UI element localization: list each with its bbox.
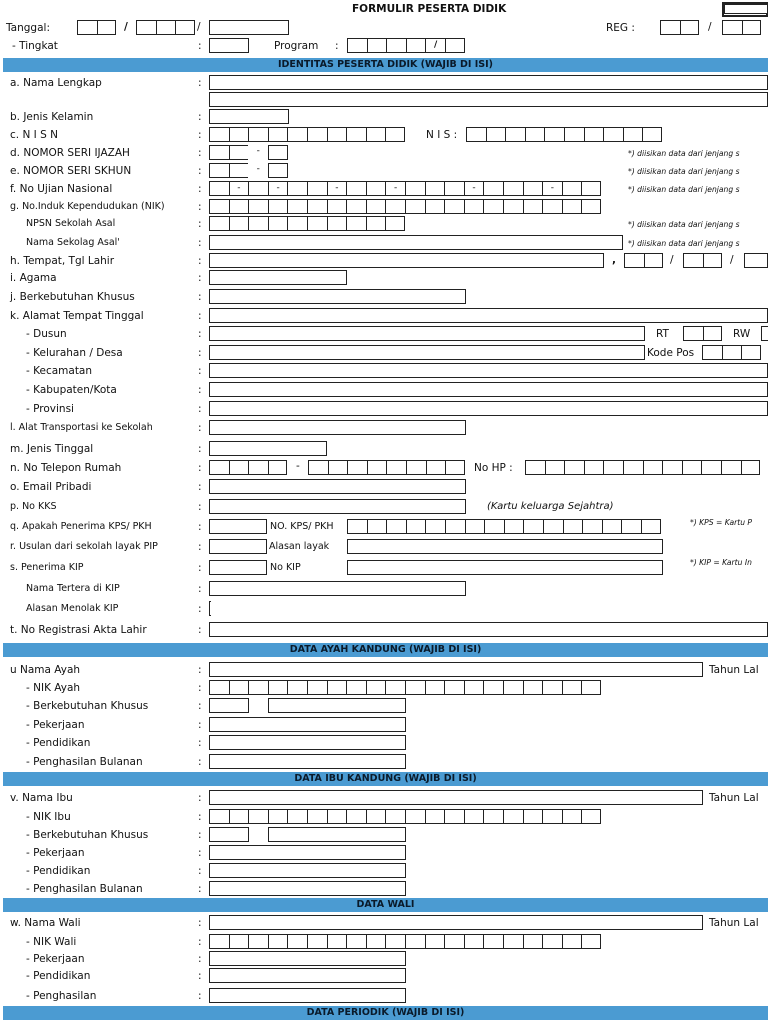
colon: : — [198, 883, 202, 895]
berkebutuhan-ayah-input-2[interactable] — [268, 698, 406, 713]
colon: : — [198, 501, 202, 513]
no-kip-label: No KIP — [270, 562, 301, 573]
tingkat-input[interactable] — [209, 38, 249, 53]
colon: : — [198, 443, 202, 455]
colon: : — [198, 347, 202, 359]
colon: : — [198, 990, 202, 1002]
kode-pos-label: Kode Pos — [647, 347, 695, 359]
section-wali: DATA WALI — [3, 898, 768, 912]
colon: : — [198, 700, 202, 712]
program-input[interactable]: / — [347, 38, 465, 53]
email-input[interactable] — [209, 479, 466, 494]
kabupaten-input[interactable] — [209, 382, 768, 397]
nama-ibu-input[interactable] — [209, 790, 703, 805]
colon: : — [198, 481, 202, 493]
kode-pos-input[interactable] — [702, 345, 761, 360]
photo-box-inner — [724, 4, 768, 14]
colon: : — [198, 682, 202, 694]
colon: : — [198, 272, 202, 284]
kip-input[interactable] — [209, 560, 267, 575]
colon: : — [198, 129, 202, 141]
kks-label: p. No KKS — [10, 501, 57, 512]
section-identitas: IDENTITAS PESERTA DIDIK (WAJIB DI ISI) — [3, 58, 768, 72]
tgl-lahir-month-input[interactable] — [683, 253, 722, 268]
nisn-input[interactable] — [209, 127, 405, 142]
colon: : — [198, 737, 202, 749]
jenis-tinggal-input[interactable] — [209, 441, 327, 456]
berkebutuhan-ibu-input-2[interactable] — [268, 827, 406, 842]
colon: : — [198, 255, 202, 267]
pendidikan-wali-label: - Pendidikan — [26, 970, 91, 982]
reg-input-2[interactable] — [722, 20, 761, 35]
nik-input[interactable] — [209, 199, 601, 214]
kecamatan-label: - Kecamatan — [26, 365, 93, 377]
colon: : — [198, 792, 202, 804]
colon: : — [198, 291, 202, 303]
email-label: o. Email Pribadi — [10, 481, 92, 493]
telepon-number-input[interactable] — [308, 460, 465, 475]
alasan-layak-label: Alasan layak — [269, 541, 330, 552]
nik-wali-label: - NIK Wali — [26, 936, 77, 948]
pip-label: r. Usulan dari sekolah layak PIP — [10, 541, 158, 552]
berkebutuhan-ayah-label: - Berkebutuhan Khusus — [26, 700, 149, 712]
colon: : — [198, 603, 202, 615]
provinsi-label: - Provinsi — [26, 403, 74, 415]
slash-sep: / — [730, 254, 734, 266]
jenjang-note: *) diisikan data dari jenjang s — [628, 185, 740, 194]
nama-wali-input[interactable] — [209, 915, 703, 930]
colon: : — [335, 40, 339, 52]
colon: : — [198, 237, 202, 249]
alamat-label: k. Alamat Tempat Tinggal — [10, 310, 144, 322]
colon: : — [198, 183, 202, 195]
tahun-lahir-ibu-label: Tahun Lal — [709, 792, 759, 804]
pendidikan-ibu-input[interactable] — [209, 863, 406, 878]
colon: : — [198, 147, 202, 159]
jenis-kelamin-label: b. Jenis Kelamin — [10, 111, 94, 123]
nis-input[interactable] — [466, 127, 662, 142]
dash-sep: - — [296, 460, 300, 472]
provinsi-input[interactable] — [209, 401, 768, 416]
colon: : — [198, 865, 202, 877]
alasan-tolak-label: Alasan Menolak KIP — [26, 603, 119, 614]
pendidikan-ayah-label: - Pendidikan — [26, 737, 91, 749]
nama-sekolah-label: Nama Sekolag Asal' — [26, 237, 120, 248]
comma-sep: , — [612, 254, 616, 266]
kip-note: *) KIP = Kartu In — [690, 558, 752, 567]
kps-answer-input[interactable] — [209, 519, 267, 534]
rt-label: RT — [656, 328, 669, 340]
kip-label: s. Penerima KIP — [10, 562, 84, 573]
nik-ayah-input[interactable] — [209, 680, 601, 695]
colon: : — [198, 365, 202, 377]
kelurahan-label: - Kelurahan / Desa — [26, 347, 123, 359]
slash-sep: / — [670, 254, 674, 266]
nama-lengkap-label: a. Nama Lengkap — [10, 77, 102, 89]
reg-label: REG : — [606, 22, 635, 34]
tahun-lahir-ayah-label: Tahun Lal — [709, 664, 759, 676]
tingkat-label: - Tingkat — [12, 40, 58, 52]
form-title: FORMULIR PESERTA DIDIK — [352, 3, 507, 15]
kps-label: q. Apakah Penerima KPS/ PKH — [10, 521, 152, 532]
pekerjaan-ibu-label: - Pekerjaan — [26, 847, 85, 859]
slash-sep: / — [708, 21, 712, 33]
akta-label: t. No Registrasi Akta Lahir — [10, 624, 147, 636]
program-label: Program — [274, 40, 319, 52]
colon: : — [198, 310, 202, 322]
agama-label: i. Agama — [10, 272, 57, 284]
no-kps-input[interactable] — [347, 519, 661, 534]
tanggal-month-input[interactable] — [136, 20, 195, 35]
colon: : — [198, 462, 202, 474]
colon: : — [198, 403, 202, 415]
penghasilan-ayah-label: - Penghasilan Bulanan — [26, 756, 143, 768]
colon: : — [198, 719, 202, 731]
telepon-area-input[interactable] — [209, 460, 287, 475]
pendidikan-ibu-label: - Pendidikan — [26, 865, 91, 877]
dusun-input[interactable] — [209, 326, 645, 341]
berkebutuhan-ayah-input-1[interactable] — [209, 698, 249, 713]
rw-label: RW — [733, 328, 751, 340]
no-hp-label: No HP : — [474, 462, 513, 474]
berkebutuhan-ibu-input-1[interactable] — [209, 827, 249, 842]
alasan-tolak-input[interactable] — [209, 601, 211, 616]
nama-kip-input[interactable] — [209, 581, 466, 596]
kabupaten-label: - Kabupaten/Kota — [26, 384, 117, 396]
penghasilan-ibu-label: - Penghasilan Bulanan — [26, 883, 143, 895]
tanggal-day-input[interactable] — [77, 20, 116, 35]
ijazah-label: d. NOMOR SERI IJAZAH — [10, 147, 130, 159]
colon: : — [198, 583, 202, 595]
agama-input[interactable] — [209, 270, 347, 285]
telepon-label: n. No Telepon Rumah — [10, 462, 122, 474]
kecamatan-input[interactable] — [209, 363, 768, 378]
section-periodik: DATA PERIODIK (WAJIB DI ISI) — [3, 1006, 768, 1020]
colon: : — [198, 953, 202, 965]
nama-kip-label: Nama Tertera di KIP — [26, 583, 120, 594]
slash-sep: / — [124, 21, 128, 33]
section-ibu: DATA IBU KANDUNG (WAJIB DI ISI) — [3, 772, 768, 786]
colon: : — [198, 111, 202, 123]
no-hp-input[interactable] — [525, 460, 760, 475]
pekerjaan-wali-input[interactable] — [209, 951, 406, 966]
transportasi-input[interactable] — [209, 420, 466, 435]
dusun-label: - Dusun — [26, 328, 67, 340]
berkebutuhan-ibu-label: - Berkebutuhan Khusus — [26, 829, 149, 841]
alamat-input[interactable] — [209, 308, 768, 323]
berkebutuhan-khusus-input[interactable] — [209, 289, 466, 304]
section-ayah: DATA AYAH KANDUNG (WAJIB DI ISI) — [3, 643, 768, 657]
jenjang-note: *) diisikan data dari jenjang s — [628, 220, 740, 229]
berkebutuhan-khusus-label: j. Berkebutuhan Khusus — [10, 291, 135, 303]
transportasi-label: l. Alat Transportasi ke Sekolah — [10, 422, 153, 433]
tgl-lahir-day-input[interactable] — [624, 253, 663, 268]
colon: : — [198, 664, 202, 676]
nama-ayah-label: u Nama Ayah — [10, 664, 81, 676]
nisn-label: c. N I S N — [10, 129, 58, 141]
npsn-input[interactable] — [209, 216, 405, 231]
colon: : — [198, 521, 202, 533]
nik-ibu-input[interactable] — [209, 809, 601, 824]
nama-ibu-label: v. Nama Ibu — [10, 792, 73, 804]
colon: : — [198, 77, 202, 89]
nis-label: N I S : — [426, 129, 458, 141]
kps-note: *) KPS = Kartu P — [690, 518, 753, 527]
colon: : — [198, 40, 202, 52]
colon: : — [198, 917, 202, 929]
penghasilan-ibu-input[interactable] — [209, 881, 406, 896]
alasan-layak-input[interactable] — [347, 539, 663, 554]
colon: : — [198, 756, 202, 768]
tempat-lahir-label: h. Tempat, Tgl Lahir — [10, 255, 115, 267]
colon: : — [198, 811, 202, 823]
jenis-tinggal-label: m. Jenis Tinggal — [10, 443, 94, 455]
colon: : — [198, 829, 202, 841]
skhun-input[interactable]: - — [209, 163, 288, 178]
nama-wali-label: w. Nama Wali — [10, 917, 81, 929]
penghasilan-ayah-input[interactable] — [209, 754, 406, 769]
jenjang-note: *) diisikan data dari jenjang s — [628, 149, 740, 158]
nama-ayah-input[interactable] — [209, 662, 703, 677]
pip-input[interactable] — [209, 539, 267, 554]
kks-note: (Kartu keluarga Sejahtra) — [487, 501, 614, 512]
tanggal-year-input[interactable] — [209, 20, 289, 35]
pendidikan-wali-input[interactable] — [209, 968, 406, 983]
skhun-label: e. NOMOR SERI SKHUN — [10, 165, 132, 177]
pekerjaan-ayah-input[interactable] — [209, 717, 406, 732]
slash-sep: / — [197, 21, 201, 33]
rw-input[interactable] — [761, 326, 768, 341]
nama-sekolah-input[interactable] — [209, 235, 623, 250]
jenis-kelamin-input[interactable] — [209, 109, 289, 124]
colon: : — [198, 847, 202, 859]
nama-lengkap-input-1[interactable] — [209, 75, 768, 90]
ujian-nasional-label: f. No Ujian Nasional — [10, 183, 113, 195]
ujian-nasional-input[interactable]: - - - - - - — [209, 181, 601, 196]
ijazah-input[interactable]: - — [209, 145, 288, 160]
no-kip-input[interactable] — [347, 560, 663, 575]
jenjang-note: *) diisikan data dari jenjang s — [628, 167, 740, 176]
colon: : — [198, 936, 202, 948]
nik-label: g. No.Induk Kependudukan (NIK) — [10, 201, 165, 212]
colon: : — [198, 624, 202, 636]
no-kps-label: NO. KPS/ PKH — [270, 521, 334, 532]
colon: : — [198, 201, 202, 213]
akta-input[interactable] — [209, 622, 768, 637]
colon: : — [198, 165, 202, 177]
penghasilan-wali-input[interactable] — [209, 988, 406, 1003]
colon: : — [198, 422, 202, 434]
rt-input[interactable] — [683, 326, 722, 341]
colon: : — [198, 541, 202, 553]
nik-wali-input[interactable] — [209, 934, 601, 949]
kks-input[interactable] — [209, 499, 466, 514]
penghasilan-wali-label: - Penghasilan — [26, 990, 97, 1002]
reg-input-1[interactable] — [660, 20, 699, 35]
tempat-lahir-input[interactable] — [209, 253, 604, 268]
colon: : — [198, 970, 202, 982]
npsn-label: NPSN Sekolah Asal — [26, 218, 116, 229]
colon: : — [198, 384, 202, 396]
colon: : — [198, 562, 202, 574]
nik-ayah-label: - NIK Ayah — [26, 682, 81, 694]
colon: : — [198, 218, 202, 230]
jenjang-note: *) diisikan data dari jenjang s — [628, 239, 740, 248]
kelurahan-input[interactable] — [209, 345, 645, 360]
tanggal-label: Tanggal: — [6, 22, 50, 34]
pekerjaan-ayah-label: - Pekerjaan — [26, 719, 85, 731]
nama-lengkap-input-2[interactable] — [209, 92, 768, 107]
colon: : — [198, 328, 202, 340]
tahun-lahir-wali-label: Tahun Lal — [709, 917, 759, 929]
pekerjaan-ibu-input[interactable] — [209, 845, 406, 860]
tgl-lahir-year-input[interactable] — [744, 253, 768, 268]
pekerjaan-wali-label: - Pekerjaan — [26, 953, 85, 965]
nik-ibu-label: - NIK Ibu — [26, 811, 71, 823]
pendidikan-ayah-input[interactable] — [209, 735, 406, 750]
